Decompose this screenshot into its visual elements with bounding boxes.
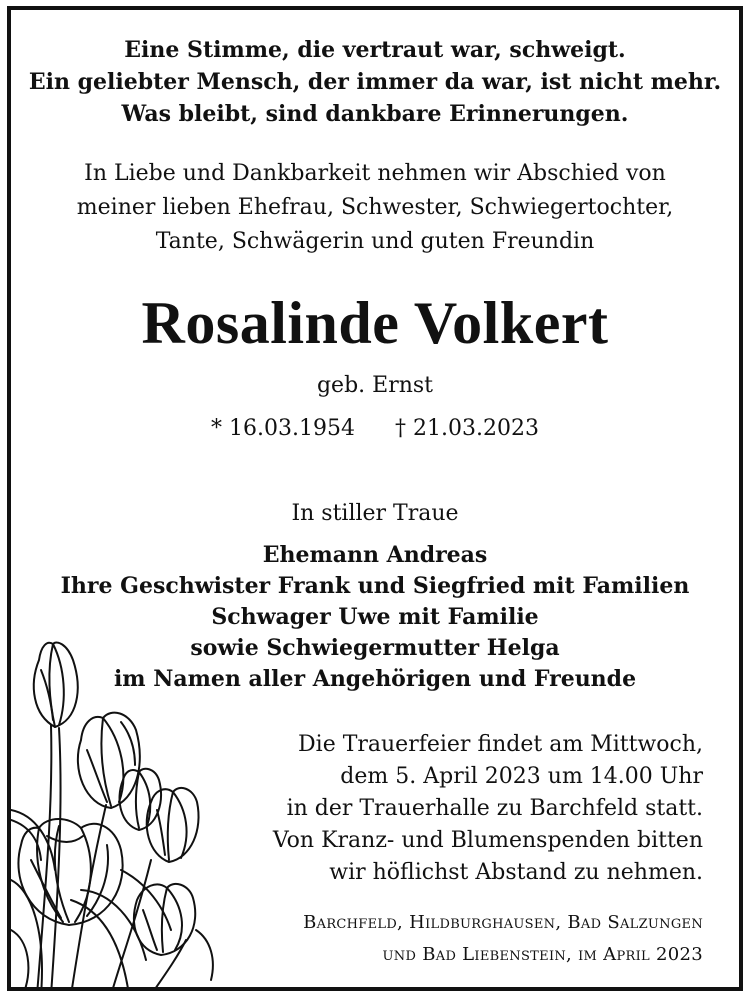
- birth-name: geb. Ernst: [316, 373, 434, 398]
- quote-line: Ein geliebter Mensch, der immer da war, ist nicht mehr.: [28, 69, 722, 95]
- farewell-intro: [11, 157, 739, 259]
- ceremony-line: Von Kranz- und Blumenspenden bitten: [272, 828, 703, 853]
- mourner-line: Ihre Geschwister Frank und Siegfried mit Familien: [60, 573, 690, 599]
- intro-line: Tante, Schwägerin und guten Freundin: [155, 229, 595, 254]
- quote-line: Was bleibt, sind dankbare Erinnerungen.: [121, 101, 629, 127]
- intro-line: meiner lieben Ehefrau, Schwester, Schwiegertochter,: [76, 195, 674, 220]
- mourning-heading: In stiller Traue: [291, 501, 459, 526]
- life-dates: [11, 413, 739, 445]
- intro-line: In Liebe und Dankbarkeit nehmen wir Abschied von: [84, 161, 666, 186]
- quote-line: Eine Stimme, die vertraut war, schweigt.: [124, 37, 626, 63]
- places-line: Barchfeld, Hildburghausen, Bad Salzungen: [303, 912, 703, 933]
- deceased-name: Rosalinde Volkert: [141, 290, 609, 356]
- ceremony-notice: [273, 729, 703, 889]
- ceremony-line: Die Trauerfeier findet am Mittwoch,: [298, 732, 703, 757]
- places-line: und Bad Liebenstein, im April 2023: [382, 944, 703, 965]
- birth-date: * 16.03.1954: [211, 416, 355, 441]
- place-and-date: [303, 907, 703, 971]
- death-date: † 21.03.2023: [395, 416, 539, 441]
- ceremony-line: dem 5. April 2023 um 14.00 Uhr: [340, 764, 703, 789]
- mourner-line: im Namen aller Angehörigen und Freunde: [113, 666, 637, 692]
- tulip-bouquet-icon: [11, 630, 226, 991]
- obituary-frame: [7, 6, 743, 991]
- ceremony-line: wir höflichst Abstand zu nehmen.: [329, 860, 703, 885]
- mourner-line: sowie Schwiegermutter Helga: [190, 635, 560, 661]
- mourner-line: Ehemann Andreas: [262, 542, 488, 568]
- ceremony-line: in der Trauerhalle zu Barchfeld statt.: [286, 796, 703, 821]
- mourner-line: Schwager Uwe mit Familie: [211, 604, 539, 630]
- opening-quote: [11, 34, 739, 130]
